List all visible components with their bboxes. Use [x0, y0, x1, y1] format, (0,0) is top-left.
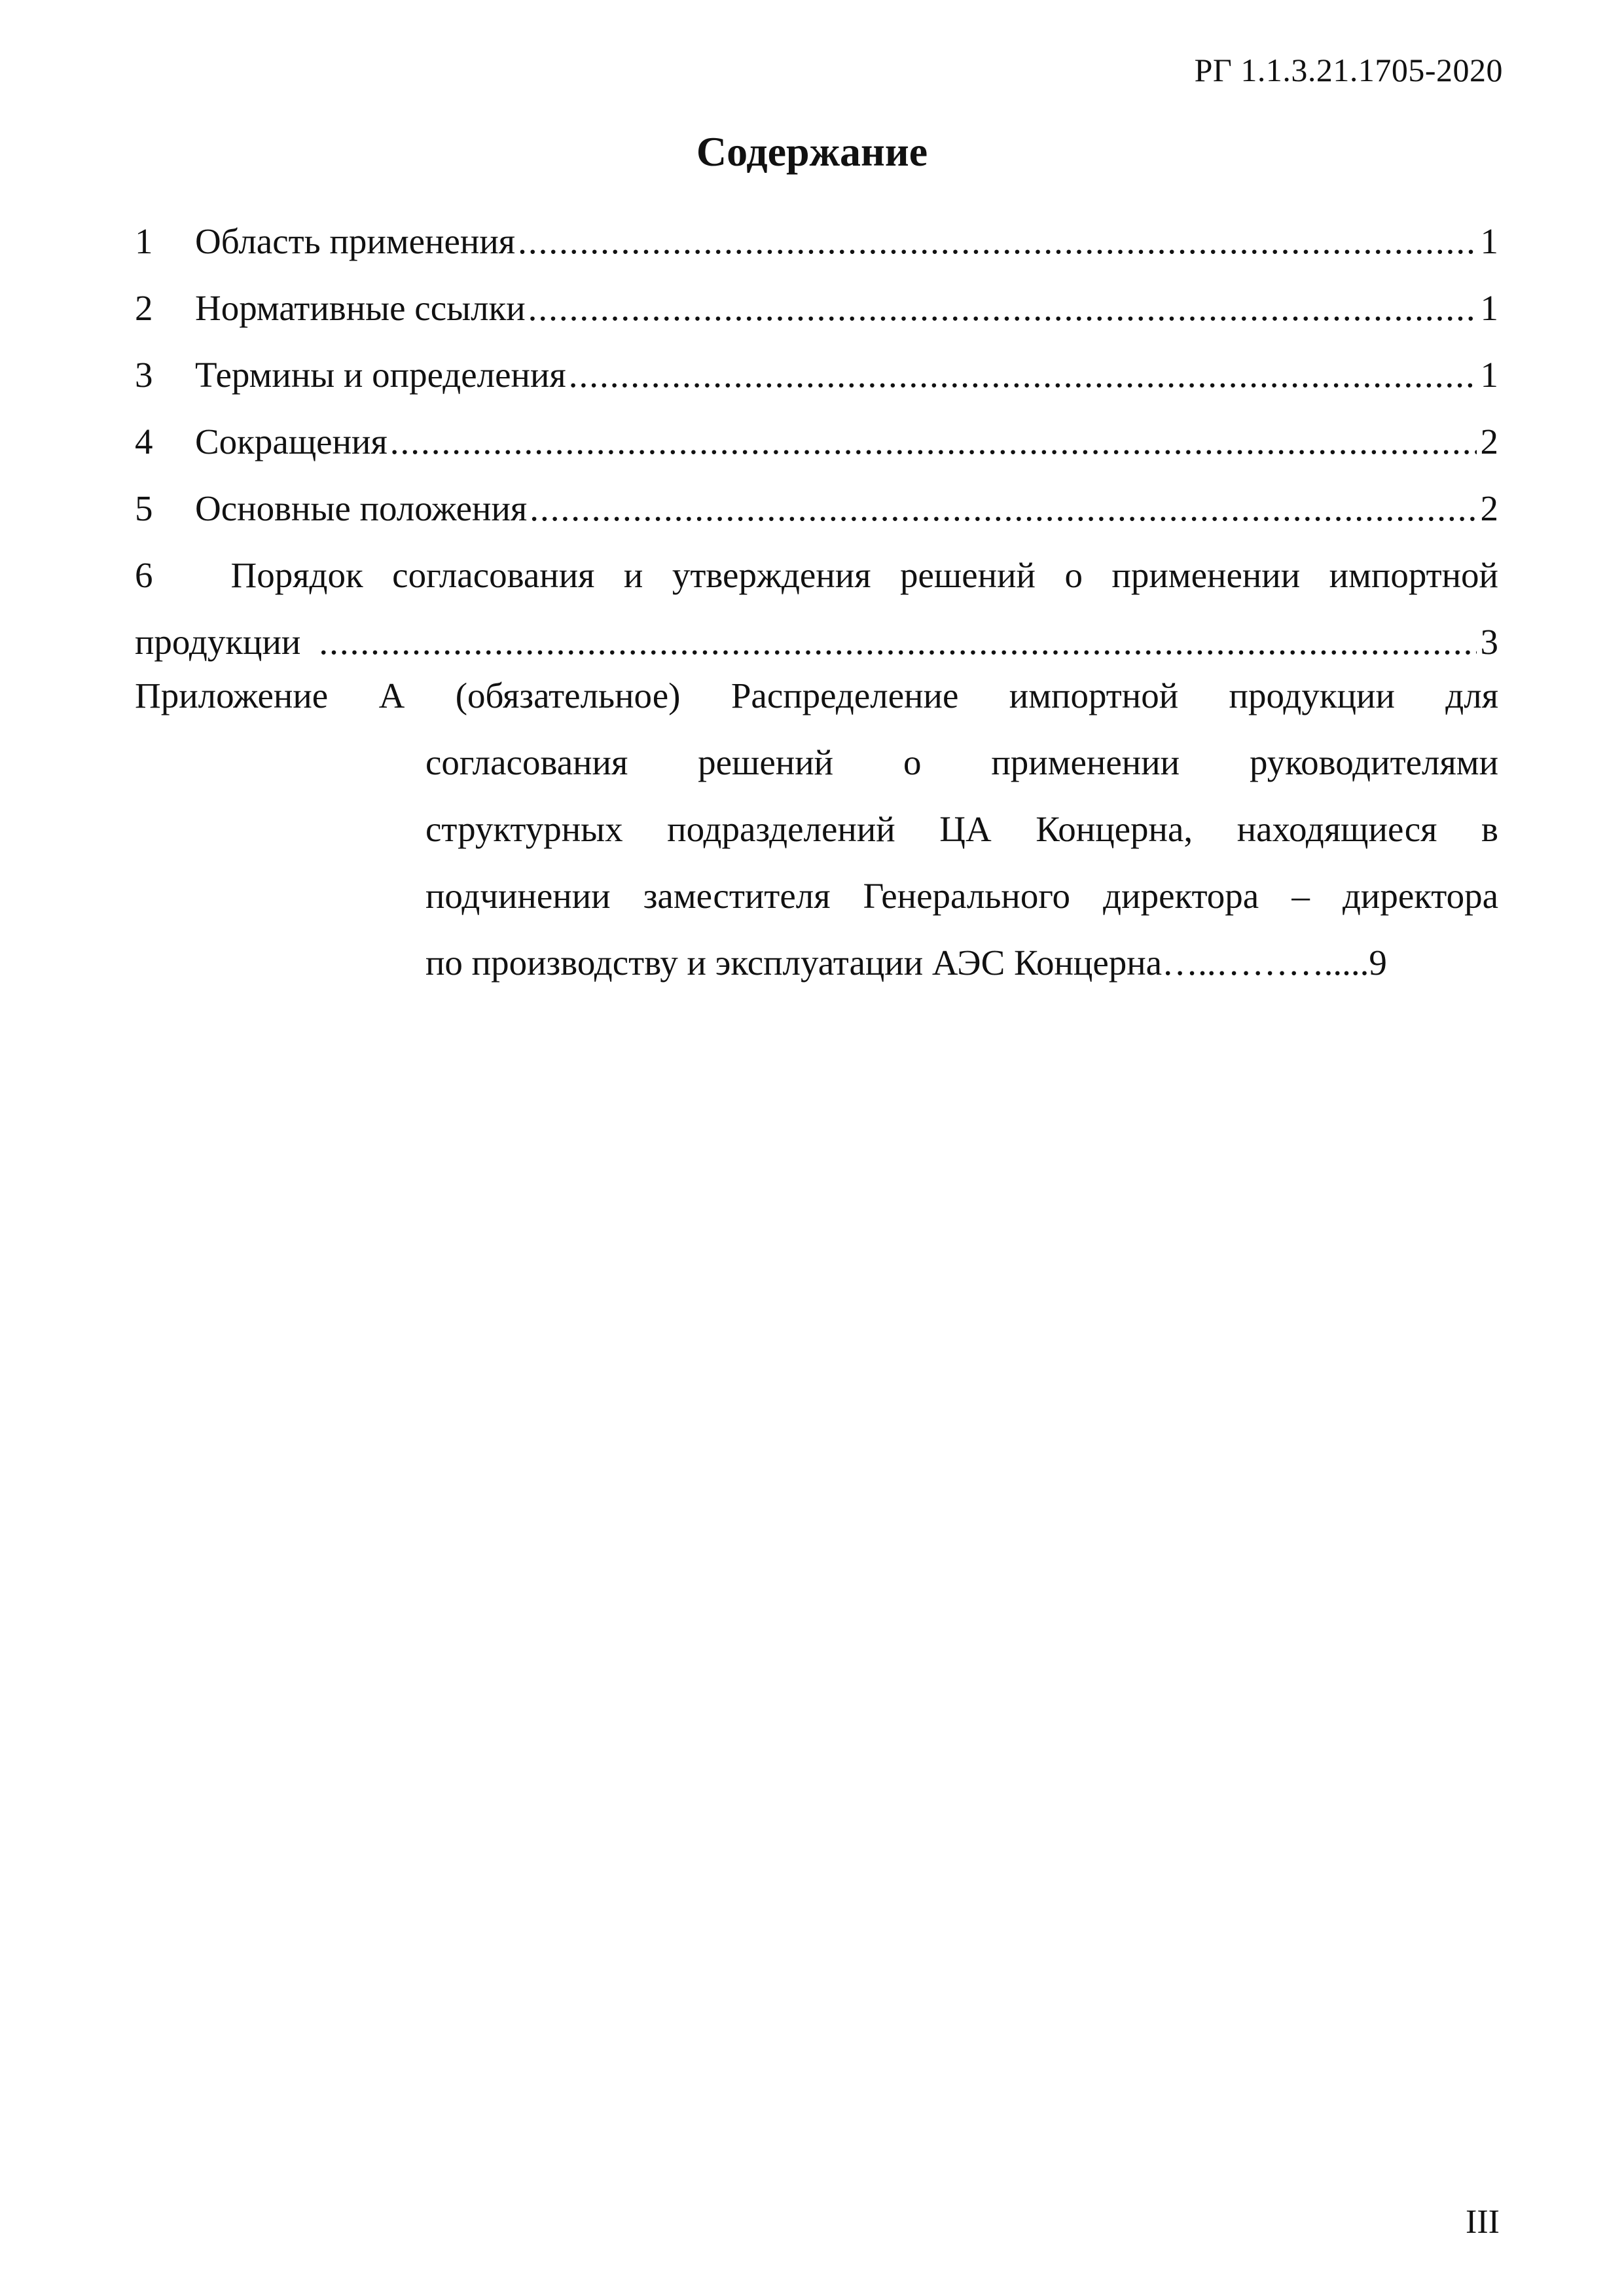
toc-item-number: 4 [135, 422, 153, 461]
appendix-title-line: структурных подразделений ЦА Концерна, находящиеся в [425, 809, 1498, 849]
toc-item-title: Нормативные ссылки [195, 288, 526, 328]
toc-leader-dots [390, 408, 1477, 475]
page-title: Содержание [696, 128, 928, 175]
toc-item-page: 1 [1480, 288, 1498, 328]
toc-item-number: 3 [135, 355, 153, 395]
toc-item-title: Основные положения [195, 488, 528, 528]
toc-item-title: Порядок согласования и утверждения решений о применении импортной [230, 555, 1498, 595]
toc-item-page: 1 [1480, 355, 1498, 395]
appendix-heading-line: Приложение А (обязательное) Распределение импортной продукции для [135, 676, 1498, 715]
toc-leader-dots [569, 342, 1477, 408]
toc-item-title: Термины и определения [195, 355, 566, 395]
toc-item-number: 5 [135, 488, 153, 528]
appendix-title-line: по производству и эксплуатации АЭС Концерна [425, 943, 1163, 983]
toc-leader-dots [530, 475, 1476, 542]
toc-item-title-continued: продукции [135, 622, 301, 662]
page-number: III [1466, 2203, 1500, 2241]
toc-appendix-a[interactable] [135, 662, 1498, 996]
toc-item-page: 9 [1369, 943, 1387, 983]
appendix-title-line: подчинении заместителя Генерального директора – директора [425, 876, 1498, 916]
toc-item-number: 2 [135, 288, 153, 328]
toc-leader-dots: …..………..... [1162, 943, 1369, 983]
appendix-title-line: согласования решений о применении руководителями [425, 742, 1498, 782]
toc-item-page: 2 [1480, 488, 1498, 528]
document-code: РГ 1.1.3.21.1705-2020 [1194, 52, 1503, 88]
toc-leader-dots [518, 208, 1476, 275]
appendix-title-body [425, 729, 1498, 996]
toc-item-number: 1 [135, 221, 153, 261]
toc-item-1[interactable] [135, 208, 1498, 275]
appendix-title-last-line [425, 930, 1623, 996]
toc-item-page: 3 [1480, 622, 1498, 662]
toc-item-6[interactable] [135, 542, 1498, 676]
toc-item-page: 1 [1480, 221, 1498, 261]
toc-item-page: 2 [1480, 422, 1498, 461]
toc-leader-dots [528, 275, 1477, 342]
toc-item-title: Область применения [195, 221, 516, 261]
toc-item-number: 6 [135, 555, 153, 595]
toc-item-5[interactable] [135, 475, 1498, 542]
toc-item-3[interactable] [135, 342, 1498, 408]
toc-item-4[interactable] [135, 408, 1498, 475]
toc-item-6-line-1 [135, 542, 1498, 609]
table-of-contents [135, 208, 1498, 676]
toc-item-2[interactable] [135, 275, 1498, 342]
toc-item-title: Сокращения [195, 422, 388, 461]
